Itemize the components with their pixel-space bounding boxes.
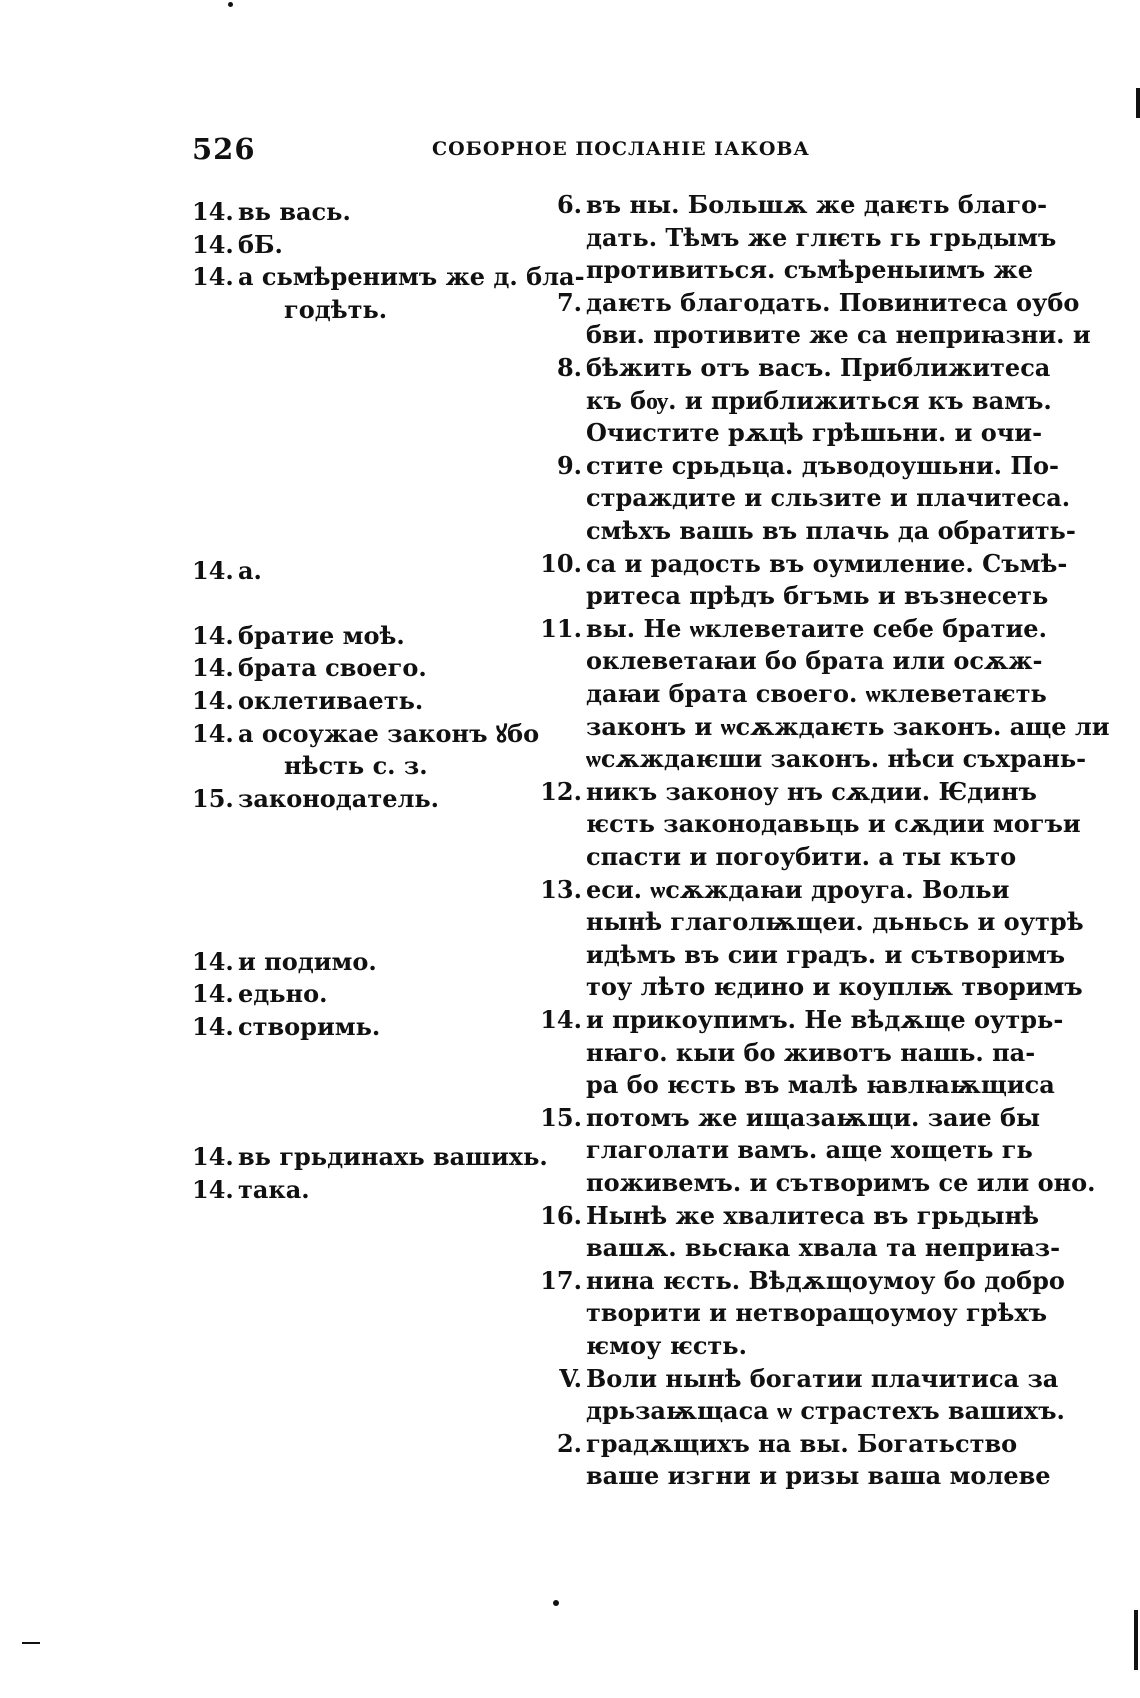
variant-line xyxy=(192,1141,548,1173)
verse-text: вашѫ. вьсꙗка хвала та неприꙗз- xyxy=(586,1233,1061,1263)
main-text-line xyxy=(528,1428,1018,1460)
variant-text: законодатель. xyxy=(238,783,440,813)
main-text-line xyxy=(528,906,1084,938)
verse-text: нина ѥсть. Вѣдѫщоумоу бо добро xyxy=(586,1265,1065,1295)
verse-number: 6. xyxy=(556,190,582,219)
variant-verse-number: 14. xyxy=(192,718,234,748)
verse-text: въ ны. Большѫ же даѥть благо- xyxy=(586,190,1048,219)
verse-text: стите срьдьца. дъводоушьни. По- xyxy=(586,450,1059,480)
variant-verse-number: 14. xyxy=(192,946,234,976)
verse-number: 11. xyxy=(540,613,582,643)
verse-number: 17. xyxy=(540,1265,582,1295)
main-text-line xyxy=(528,841,1017,873)
verse-text: противиться. съмѣреныимъ же xyxy=(586,255,1034,285)
variant-text: така. xyxy=(238,1175,310,1204)
verse-number: 7. xyxy=(556,287,582,317)
scan-edge-mark xyxy=(22,1642,40,1644)
verse-text: и прикоупимъ. Не вѣдѫще оутрь- xyxy=(586,1005,1064,1034)
variant-verse-number: 14. xyxy=(192,262,234,292)
main-text-line xyxy=(528,482,1071,514)
scan-edge-mark xyxy=(1136,88,1140,118)
main-text-line xyxy=(528,1102,1041,1134)
verse-text: даѥть благодать. Повинитеса оубо xyxy=(586,287,1080,317)
verse-text: вы. Не ѡклеветаите себе братие. xyxy=(586,613,1047,643)
main-text-line xyxy=(528,319,1091,351)
variant-text: а сьмѣренимъ же д. бла- xyxy=(238,262,585,292)
main-text-line xyxy=(528,874,1008,906)
main-text-line xyxy=(528,939,1066,971)
verse-text: никъ законоу нъ сѫдии. Ѥдинъ xyxy=(586,776,1037,806)
verse-text: нынѣ глаголѭщеи. дьньсь и оутрѣ xyxy=(586,907,1084,937)
verse-number: 2. xyxy=(556,1428,582,1458)
verse-text: идѣмъ въ сии градъ. и сътворимъ xyxy=(586,939,1066,969)
verse-text: ѡсѫждаѥши законъ. нѣси съхрань- xyxy=(586,744,1087,774)
variant-verse-number: 14. xyxy=(192,979,234,1009)
scan-speck xyxy=(228,2,233,7)
verse-number: 15. xyxy=(540,1102,582,1132)
variant-verse-number: 14. xyxy=(192,1012,234,1041)
variant-text: оклетиваеть. xyxy=(238,686,424,715)
variant-line xyxy=(192,685,423,717)
variant-text: годѣть. xyxy=(284,294,388,324)
verse-text: ѥмоу ѥсть. xyxy=(586,1331,747,1360)
scan-speck xyxy=(553,1600,559,1606)
verse-text: поживемъ. и сътворимъ се или оно. xyxy=(586,1168,1096,1197)
main-text-line xyxy=(528,1232,1061,1264)
verse-text: Очистите рѫцѣ грѣшьни. и очи- xyxy=(586,418,1043,448)
verse-text: ра бо ѥсть въ малѣ ꙗвлꙗѭщиса xyxy=(586,1070,1055,1100)
main-text-line xyxy=(528,580,1049,612)
main-text-line xyxy=(528,1363,1059,1395)
main-text-line xyxy=(528,1395,1065,1427)
main-text-line xyxy=(528,971,1083,1003)
main-text-line xyxy=(528,548,1068,580)
variant-text: бБ. xyxy=(238,229,283,259)
main-text-line xyxy=(528,1297,1048,1329)
variant-line xyxy=(192,261,585,293)
verse-text: еси. ѡсѫждаꙗи дроуга. Вольи xyxy=(586,874,1010,904)
variant-verse-number: 14. xyxy=(192,197,234,226)
main-text-line xyxy=(528,417,1043,449)
variant-line xyxy=(192,229,283,261)
variant-verse-number: 14. xyxy=(192,653,234,683)
verse-text: оклеветаꙗи бо брата или осѫж- xyxy=(586,646,1043,676)
main-text-line xyxy=(528,450,1059,482)
variant-line xyxy=(192,946,377,978)
main-text-line xyxy=(528,711,1110,743)
variant-line xyxy=(192,783,439,815)
main-text-line xyxy=(528,678,1047,710)
variant-verse-number: 14. xyxy=(192,1142,234,1172)
variant-line xyxy=(192,750,428,782)
verse-number: 14. xyxy=(540,1005,582,1034)
variant-text: брата своего. xyxy=(238,653,427,683)
verse-text: законъ и ѡсѫждаѥть законъ. аще ли xyxy=(586,711,1110,741)
variant-line xyxy=(192,978,327,1010)
variant-verse-number: 14. xyxy=(192,686,234,715)
variant-line xyxy=(192,555,262,587)
main-text-line xyxy=(528,1330,1008,1362)
verse-text: страждите и сльзите и плачитеса. xyxy=(586,483,1071,513)
verse-text: творити и нетворащоумоу грѣхъ xyxy=(586,1298,1048,1328)
verse-text: ваше изгни и ризы ваша молеве xyxy=(586,1461,1051,1491)
page-number: 526 xyxy=(192,132,256,166)
variant-text: нѣсть с. з. xyxy=(284,751,428,781)
variant-verse-number: 14. xyxy=(192,229,234,259)
main-text-line xyxy=(528,254,1034,286)
verse-text: потомъ же ищазаѭщи. заие бы xyxy=(586,1102,1041,1132)
verse-number: 10. xyxy=(540,548,582,578)
variant-line xyxy=(192,1011,380,1043)
verse-text: градѫщихъ на вы. Богатьство xyxy=(586,1428,1018,1458)
variant-text: и подимо. xyxy=(238,946,377,976)
verse-text: са и радость въ оумиление. Съмѣ- xyxy=(586,548,1068,578)
main-text-column xyxy=(528,189,1110,1539)
verse-number: 9. xyxy=(556,450,582,480)
verse-text: дрьзаѭщаса ѡ страстехъ вашихъ. xyxy=(586,1396,1065,1426)
verse-number: V. xyxy=(559,1363,582,1393)
variant-text: створимь. xyxy=(238,1012,381,1041)
variant-line xyxy=(192,1174,310,1206)
verse-text: дать. Тѣмъ же глѥть гь грьдымъ xyxy=(586,222,1057,252)
variant-line xyxy=(192,718,539,750)
main-text-line xyxy=(528,808,1081,840)
verse-text: Воли нынѣ богатии плачитиса за xyxy=(586,1363,1059,1393)
variant-verse-number: 14. xyxy=(192,620,234,650)
main-text-line xyxy=(528,515,1076,547)
variant-text: братие моѣ. xyxy=(238,620,405,650)
verse-text: Нынѣ же хвалитеса въ грьдынѣ xyxy=(586,1200,1040,1230)
main-text-line xyxy=(528,352,1051,384)
verse-text: смѣхъ вашь въ плачь да обратить- xyxy=(586,516,1076,545)
main-text-line xyxy=(528,1004,1064,1036)
main-text-line xyxy=(528,287,1080,319)
page-header xyxy=(192,132,992,166)
main-text-line xyxy=(528,1265,1065,1297)
verse-number: 16. xyxy=(540,1200,582,1230)
variant-text: а осоужае законъ ꙋбо xyxy=(238,718,540,748)
variant-text: вь грьдинахь вашихь. xyxy=(238,1142,548,1172)
verse-text: къ бѹ. и приближиться къ вамъ. xyxy=(586,385,1052,415)
main-text-line xyxy=(528,1200,1040,1232)
verse-text: спасти и погоубити. а ты къто xyxy=(586,842,1017,871)
variant-line xyxy=(192,620,405,652)
main-text-line xyxy=(528,189,1048,221)
main-text-line xyxy=(528,613,1047,645)
variant-text: а. xyxy=(238,555,262,585)
main-text-line xyxy=(528,385,1052,417)
verse-text: глаголати вамъ. аще хощеть гь xyxy=(586,1135,1033,1165)
variant-verse-number: 14. xyxy=(192,555,234,585)
verse-text: ритеса прѣдъ бгъмь и възнесеть xyxy=(586,581,1049,611)
verse-text: даꙗи брата своего. ѡклеветаѥть xyxy=(586,679,1047,708)
variant-line xyxy=(192,196,351,228)
main-text-line xyxy=(528,1069,1055,1101)
main-text-line xyxy=(528,1134,1033,1166)
main-text-line xyxy=(528,1037,1036,1069)
running-title: СОБОРНОЕ ПОСЛАНІЕ ІАКОВА xyxy=(432,138,810,160)
scan-edge-mark xyxy=(1134,1610,1138,1670)
verse-text: ѥсть законодавьць и сѫдии могъи xyxy=(586,809,1081,839)
verse-text: тоу лѣто ѥдино и коуплѭ творимъ xyxy=(586,972,1083,1002)
variant-line xyxy=(192,294,387,326)
main-text-line xyxy=(528,743,1087,775)
verse-number: 12. xyxy=(540,776,582,806)
variant-text: вь вась. xyxy=(238,197,351,226)
variant-verse-number: 15. xyxy=(192,783,234,813)
main-text-line xyxy=(528,1167,1096,1199)
verse-number: 8. xyxy=(556,353,582,382)
variant-line xyxy=(192,652,427,684)
variant-text: едьно. xyxy=(238,979,328,1009)
main-text-line xyxy=(528,222,1057,254)
verse-number: 13. xyxy=(540,874,582,904)
variant-verse-number: 14. xyxy=(192,1175,234,1204)
main-text-line xyxy=(528,1460,1051,1492)
verse-text: нꙗго. кыи бо животъ нашь. па- xyxy=(586,1037,1036,1067)
verse-text: бѣжить отъ васъ. Приближитеса xyxy=(586,353,1051,382)
main-text-line xyxy=(528,776,1037,808)
main-text-line xyxy=(528,645,1043,677)
verse-text: бви. противите же са неприꙗзни. и xyxy=(586,320,1091,350)
